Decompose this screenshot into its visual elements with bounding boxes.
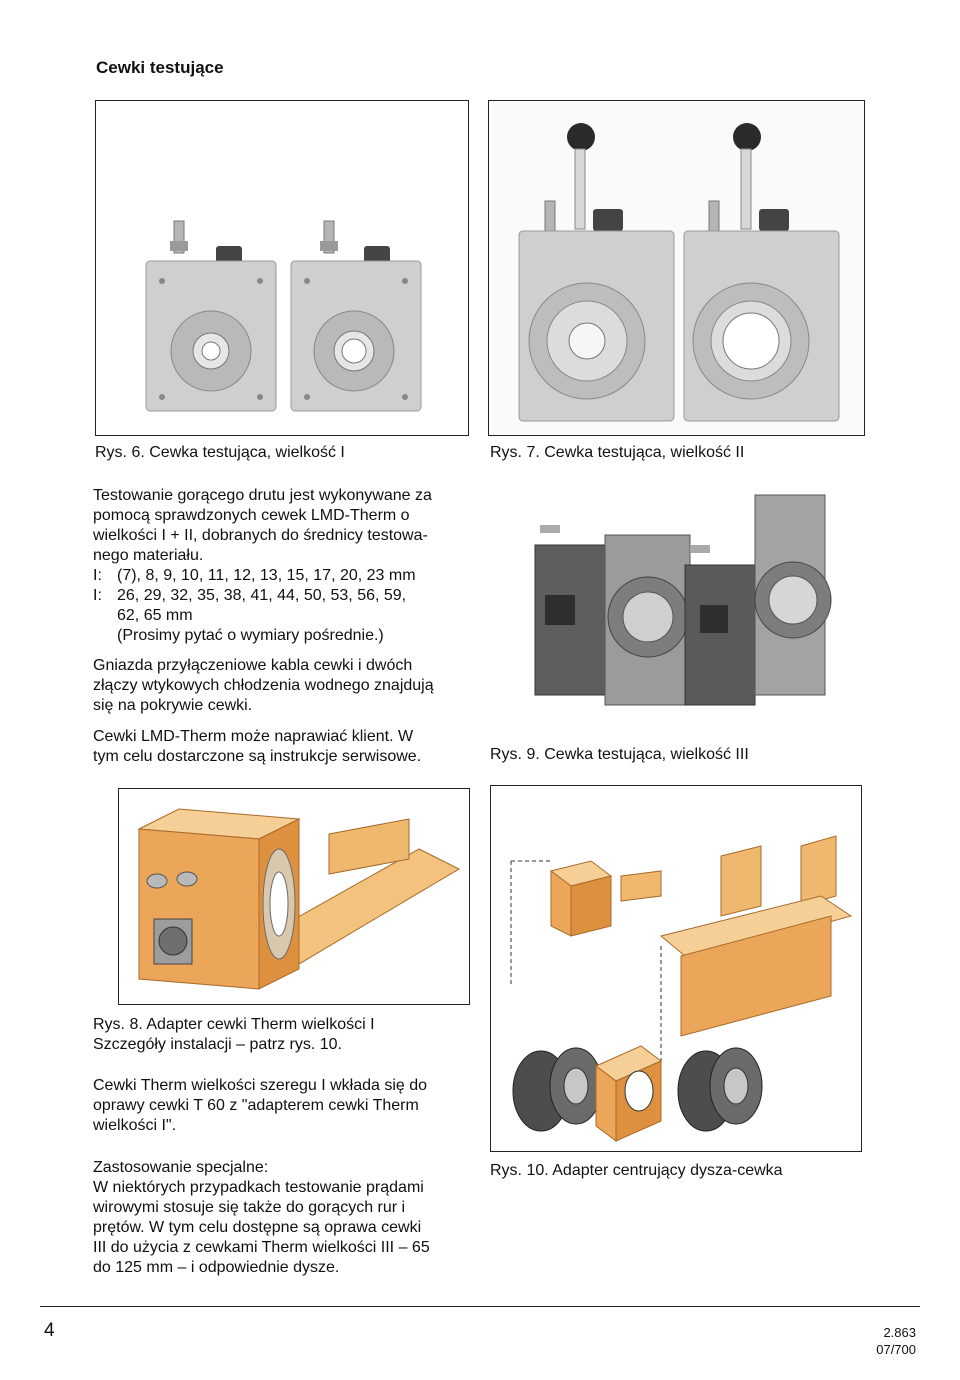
special-line: Zastosowanie specjalne: [93, 1159, 269, 1176]
special-line: III do użycia z cewkami Therm wielkości III – 65 [93, 1239, 430, 1256]
intro-line: pomocą sprawdzonych cewek LMD-Therm o [93, 507, 410, 524]
coil-size-3-left [535, 525, 690, 705]
figure-8-caption-line: Rys. 8. Adapter cewki Therm wielkości I [93, 1016, 375, 1033]
intro-paragraph [93, 486, 432, 566]
repair-line: Cewki LMD-Therm może naprawiać klient. W [93, 728, 414, 745]
intro-line: nego materiału. [93, 547, 204, 564]
figure-9-caption: Rys. 9. Cewka testująca, wielkość III [490, 746, 749, 763]
size-2-note: (Prosimy pytać o wymiary pośrednie.) [117, 627, 384, 644]
size-2-values: 26, 29, 32, 35, 38, 41, 44, 50, 53, 56, 59, [117, 587, 407, 604]
adapter-line: oprawy cewki T 60 z "adapterem cewki Therm [93, 1097, 419, 1114]
figure-8-caption-line: Szczegóły instalacji – patrz rys. 10. [93, 1036, 342, 1053]
document-code: 2.863 [883, 1325, 916, 1340]
figure-8-caption [93, 1015, 375, 1055]
figure-10-caption: Rys. 10. Adapter centrujący dysza-cewka [490, 1162, 783, 1179]
nozzle-left [513, 1048, 602, 1131]
special-line: prętów. W tym celu dostępne są oprawa cewki [93, 1219, 422, 1236]
size-1-values: (7), 8, 9, 10, 11, 12, 13, 15, 17, 20, 23 mm [117, 567, 416, 584]
special-paragraph [93, 1158, 430, 1278]
figure-9-photo [505, 485, 840, 735]
special-line: W niektórych przypadkach testowanie prądami [93, 1179, 424, 1196]
sockets-paragraph [93, 656, 434, 716]
sockets-line: złączy wtykowych chłodzenia wodnego znajdują [93, 677, 434, 694]
intro-line: Testowanie gorącego drutu jest wykonywane za [93, 487, 432, 504]
repair-line: tym celu dostarczone są instrukcje serwisowe. [93, 748, 422, 765]
figure-7-photo [488, 100, 865, 436]
special-line: wirowymi stosuje się także do gorących rur i [93, 1199, 406, 1216]
document-number [876, 1324, 916, 1358]
sockets-line: się na pokrywie cewki. [93, 697, 253, 714]
adapter-line: wielkości I". [93, 1117, 177, 1134]
special-line: do 125 mm – i odpowiednie dysze. [93, 1259, 340, 1276]
page-title: Cewki testujące [96, 58, 224, 77]
document-date: 07/700 [876, 1342, 916, 1357]
size-list [93, 566, 416, 646]
page-number: 4 [44, 1320, 55, 1341]
figure-7-caption: Rys. 7. Cewka testująca, wielkość II [490, 444, 745, 461]
figure-10-drawing [490, 785, 862, 1152]
sockets-line: Gniazda przyłączeniowe kabla cewki i dwóch [93, 657, 413, 674]
adapter-paragraph [93, 1076, 427, 1136]
figure-8-drawing [118, 788, 470, 1005]
size-2-values: 62, 65 mm [117, 607, 193, 624]
adapter-line: Cewki Therm wielkości szeregu I wkłada się do [93, 1077, 428, 1094]
footer-rule [40, 1306, 920, 1307]
repair-paragraph [93, 727, 421, 767]
figure-6-caption: Rys. 6. Cewka testująca, wielkość I [95, 444, 345, 461]
figure-6-photo [95, 100, 469, 436]
size-1-label: I: [93, 567, 102, 584]
nozzle-right [678, 1048, 762, 1131]
intro-line: wielkości I + II, dobranych do średnicy testowa- [93, 527, 428, 544]
size-2-label: I: [93, 587, 102, 604]
